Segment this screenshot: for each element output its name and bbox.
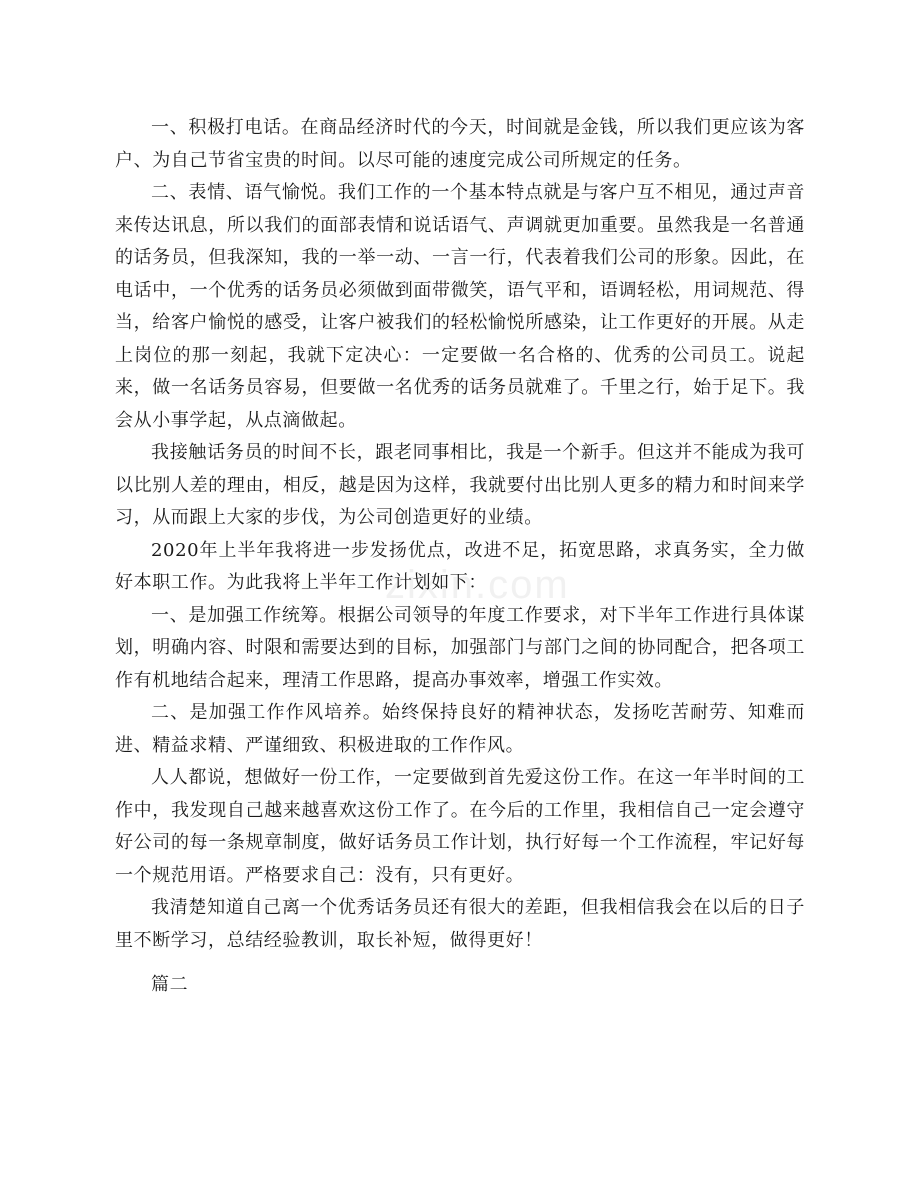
paragraph-5: 一、是加强工作统筹。根据公司领导的年度工作要求，对下半年工作进行具体谋划，明确内容、时限和需要达到的目标，加强部门与部门之间的协同配合，把各项工作有机地结合起来，理清工作思路，提高办事效率，增强工作实效。	[115, 604, 805, 691]
paragraph-8: 我清楚知道自己离一个优秀话务员还有很大的差距，但我相信我会在以后的日子里不断学习，总结经验教训，取长补短，做得更好！	[115, 897, 805, 951]
document-body	[115, 112, 805, 1002]
paragraph-2: 二、表情、语气愉悦。我们工作的一个基本特点就是与客户互不相见，通过声音来传达讯息，所以我们的面部表情和说话语气、声调就更加重要。虽然我是一名普通的话务员，但我深知，我的一举一动、一言一行，代表着我们公司的形象。因此，在电话中，一个优秀的话务员必须做到面带微笑，语气平和，语调轻松，用词规范、得当，给客户愉悦的感受，让客户被我们的轻松愉悦所感染，让工作更好的开展。从走上岗位的那一刻起，我就下定决心：一定要做一名合格的、优秀的公司员工。说起来，做一名话务员容易，但要做一名优秀的话务员就难了。千里之行，始于足下。我会从小事学起，从点滴做起。	[115, 182, 805, 431]
section-heading: 篇二	[151, 974, 189, 995]
paragraph-4: 2020年上半年我将进一步发扬优点，改进不足，拓宽思路，求真务实，全力做好本职工作。为此我将上半年工作计划如下：	[115, 539, 805, 593]
paragraph-3: 我接触话务员的时间不长，跟老同事相比，我是一个新手。但这并不能成为我可以比别人差的理由，相反，越是因为这样，我就要付出比别人更多的精力和时间来学习，从而跟上大家的步伐，为公司创造更好的业绩。	[115, 442, 805, 528]
paragraph-6: 二、是加强工作作风培养。始终保持良好的精神状态，发扬吃苦耐劳、知难而进、精益求精、严谨细致、积极进取的工作作风。	[115, 702, 805, 756]
paragraph-7: 人人都说，想做好一份工作，一定要做到首先爱这份工作。在这一年半时间的工作中，我发现自己越来越喜欢这份工作了。在今后的工作里，我相信自己一定会遵守好公司的每一条规章制度，做好话务员工作计划，执行好每一个工作流程，牢记好每一个规范用语。严格要求自己：没有，只有更好。	[115, 767, 805, 886]
watermark: zixin.com	[385, 563, 570, 607]
paragraph-1: 一、积极打电话。在商品经济时代的今天，时间就是金钱，所以我们更应该为客户、为自己节省宝贵的时间。以尽可能的速度完成公司所规定的任务。	[115, 117, 805, 171]
